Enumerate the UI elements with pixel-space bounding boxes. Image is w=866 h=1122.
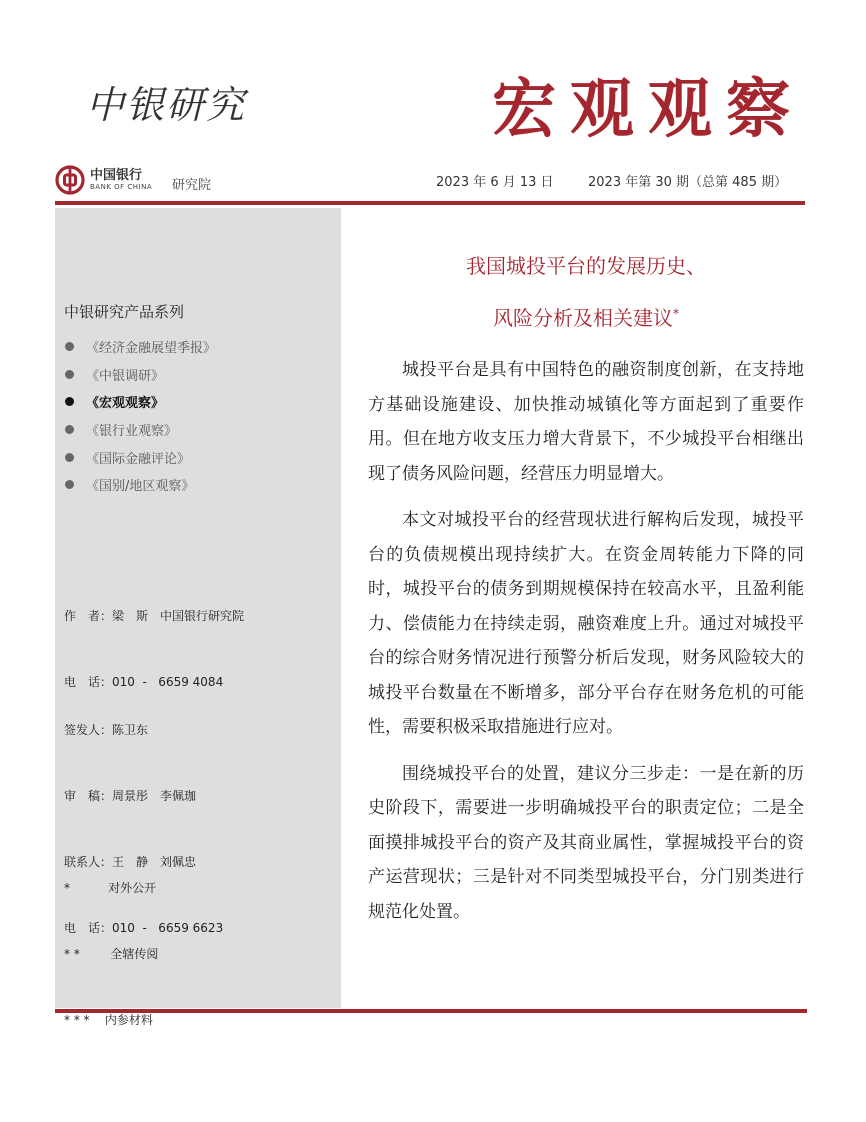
contact-phone: 电 话：010 - 6659 6623 (64, 921, 224, 935)
list-item[interactable] (64, 471, 216, 499)
footnote-mark: * (673, 306, 679, 321)
classification-restricted: * * * 内参材料 (64, 1013, 153, 1027)
classification-legend (64, 833, 158, 1053)
research-logo: 中银研究 (86, 83, 247, 127)
report-title-text: 风险分析及相关建议 (493, 306, 673, 330)
list-item[interactable] (64, 361, 216, 389)
list-item[interactable] (64, 416, 216, 444)
bank-name-en: BANK OF CHINA (90, 183, 153, 191)
report-summary (368, 353, 804, 941)
reviewer-line: 审 稿：周景彤 李佩珈 (64, 789, 197, 803)
list-item-label: 《中银调研》 (86, 368, 165, 384)
list-item-label: 《经济金融展望季报》 (86, 341, 217, 357)
list-item[interactable] (64, 443, 216, 471)
report-title-line1: 我国城投平台的发展历史、 (466, 254, 706, 278)
summary-paragraph: 本文对城投平台的经营现状进行解构后发现，城投平台的负债规模出现持续扩大。在资金周转能力下降的同时，城投平台的债务到期规模保持在较高水平，且盈利能力、偿债能力在持续走弱，融资难度上升。通过对城投平台的综合财务情况进行预警分析后发现，财务风险较大的城投平台数量在不断增多，部分平台存在财务危机的可能性，需要积极采取措施进行应对。 (368, 510, 804, 737)
bullet-icon (65, 342, 74, 351)
classification-internal: * * 全辖传阅 (64, 947, 159, 961)
list-item[interactable] (64, 333, 216, 361)
author-line: 作 者：梁 斯 中国银行研究院 (64, 609, 245, 623)
signer-line: 签发人：陈卫东 (64, 723, 149, 737)
list-item-label: 《银行业观察》 (86, 424, 178, 440)
report-title-line2 (368, 302, 804, 331)
product-series-list (64, 333, 216, 499)
list-item-label: 《国别/地区观察》 (86, 479, 195, 495)
list-item-current[interactable] (64, 388, 216, 416)
bank-of-china-logo-icon (55, 165, 85, 195)
issue-number: 2023 年第 30 期（总第 485 期） (588, 175, 788, 190)
footer-divider (55, 1009, 807, 1013)
bullet-icon (65, 453, 74, 462)
bullet-icon (65, 397, 74, 406)
classification-public: * 对外公开 (64, 881, 157, 895)
bullet-icon (65, 370, 74, 379)
bullet-icon (65, 425, 74, 434)
header-divider (55, 201, 805, 205)
contact-line: 联系人：王 静 刘佩忠 (64, 855, 197, 869)
list-item-label: 《宏观观察》 (86, 396, 165, 412)
list-item-label: 《国际金融评论》 (86, 451, 191, 467)
institute-label: 研究院 (172, 178, 212, 193)
sidebar-heading: 中银研究产品系列 (64, 303, 185, 321)
publish-date: 2023 年 6 月 13 日 (436, 175, 554, 190)
publication-title: 宏观观察 (492, 72, 804, 147)
bank-name-cn: 中国银行 (90, 168, 143, 183)
author-phone: 电 话：010 - 6659 4084 (64, 675, 224, 689)
summary-paragraph: 围绕城投平台的处置，建议分三步走：一是在新的历史阶段下，需要进一步明确城投平台的职责定位；二是全面摸排城投平台的资产及其商业属性，掌握城投平台的资产运营现状；三是针对不同类型城投平台，分门别类进行规范化处置。 (368, 763, 804, 922)
bullet-icon (65, 480, 74, 489)
summary-paragraph: 城投平台是具有中国特色的融资制度创新，在支持地方基础设施建设、加快推动城镇化等方面起到了重要作用。但在地方收支压力增大背景下，不少城投平台相继出现了债务风险问题，经营压力明显增大。 (368, 360, 804, 484)
